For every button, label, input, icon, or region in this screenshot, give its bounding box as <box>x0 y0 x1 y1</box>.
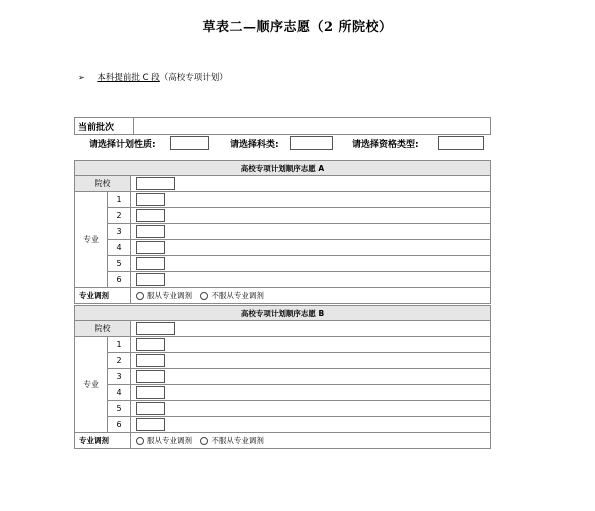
major-input[interactable] <box>136 402 165 415</box>
major-cell <box>131 224 491 240</box>
plan-type-select[interactable] <box>170 136 209 150</box>
adjust-options <box>131 433 491 449</box>
subject-select[interactable] <box>290 136 333 150</box>
subject-label: 请选择科类: <box>230 140 279 150</box>
page-title: 草表二—顺序志愿（2 所院校） <box>202 20 393 35</box>
adjust-options <box>131 288 491 304</box>
major-label: 专业 <box>75 337 108 433</box>
school-label: 院校 <box>75 176 131 192</box>
major-cell <box>131 401 491 417</box>
major-input[interactable] <box>136 338 165 351</box>
major-number: 6 <box>108 417 131 433</box>
major-input[interactable] <box>136 193 165 206</box>
section-suffix: （高校专项计划） <box>159 73 228 83</box>
major-number: 1 <box>108 337 131 353</box>
major-cell <box>131 272 491 288</box>
accept-label: 服从专业调剂 <box>147 436 192 445</box>
major-number: 4 <box>108 240 131 256</box>
major-input[interactable] <box>136 386 165 399</box>
reject-label: 不服从专业调剂 <box>211 436 264 445</box>
major-input[interactable] <box>136 354 165 367</box>
major-cell <box>131 208 491 224</box>
accept-option[interactable] <box>136 291 192 300</box>
radio-icon[interactable] <box>136 292 144 300</box>
major-number: 3 <box>108 224 131 240</box>
accept-label: 服从专业调剂 <box>147 291 192 300</box>
major-input[interactable] <box>136 370 165 383</box>
major-number: 1 <box>108 192 131 208</box>
major-input[interactable] <box>136 418 165 431</box>
volunteer-table-a <box>74 160 491 304</box>
accept-option[interactable] <box>136 436 192 445</box>
major-number: 4 <box>108 385 131 401</box>
major-cell <box>131 256 491 272</box>
major-label: 专业 <box>75 192 108 288</box>
section-label: 本科提前批 C 段 <box>97 73 160 83</box>
volunteer-heading: 高校专项计划顺序志愿 A <box>75 161 491 176</box>
radio-icon[interactable] <box>200 292 208 300</box>
reject-option[interactable] <box>200 436 264 445</box>
major-number: 2 <box>108 208 131 224</box>
major-cell <box>131 369 491 385</box>
batch-value[interactable] <box>134 118 491 135</box>
school-cell <box>131 176 491 192</box>
qualification-select[interactable] <box>438 136 484 150</box>
school-input[interactable] <box>136 322 175 335</box>
bullet-arrow-icon: ➢ <box>78 73 85 82</box>
batch-table <box>74 117 491 135</box>
major-number: 5 <box>108 401 131 417</box>
batch-label: 当前批次 <box>75 118 134 135</box>
qualification-label: 请选择资格类型: <box>352 140 419 150</box>
radio-icon[interactable] <box>200 437 208 445</box>
school-cell <box>131 321 491 337</box>
radio-icon[interactable] <box>136 437 144 445</box>
major-cell <box>131 417 491 433</box>
school-label: 院校 <box>75 321 131 337</box>
plan-type-label: 请选择计划性质: <box>89 140 156 150</box>
adjust-label: 专业调剂 <box>75 288 131 304</box>
volunteer-heading: 高校专项计划顺序志愿 B <box>75 306 491 321</box>
major-cell <box>131 240 491 256</box>
adjust-label: 专业调剂 <box>75 433 131 449</box>
reject-option[interactable] <box>200 291 264 300</box>
major-number: 5 <box>108 256 131 272</box>
major-cell <box>131 337 491 353</box>
volunteer-table-b <box>74 305 491 449</box>
major-cell <box>131 192 491 208</box>
major-input[interactable] <box>136 241 165 254</box>
filter-row <box>74 135 491 153</box>
section-heading <box>78 71 228 83</box>
major-input[interactable] <box>136 225 165 238</box>
major-input[interactable] <box>136 273 165 286</box>
major-number: 3 <box>108 369 131 385</box>
reject-label: 不服从专业调剂 <box>211 291 264 300</box>
major-cell <box>131 353 491 369</box>
major-number: 6 <box>108 272 131 288</box>
major-input[interactable] <box>136 257 165 270</box>
major-input[interactable] <box>136 209 165 222</box>
major-cell <box>131 385 491 401</box>
school-input[interactable] <box>136 177 175 190</box>
major-number: 2 <box>108 353 131 369</box>
